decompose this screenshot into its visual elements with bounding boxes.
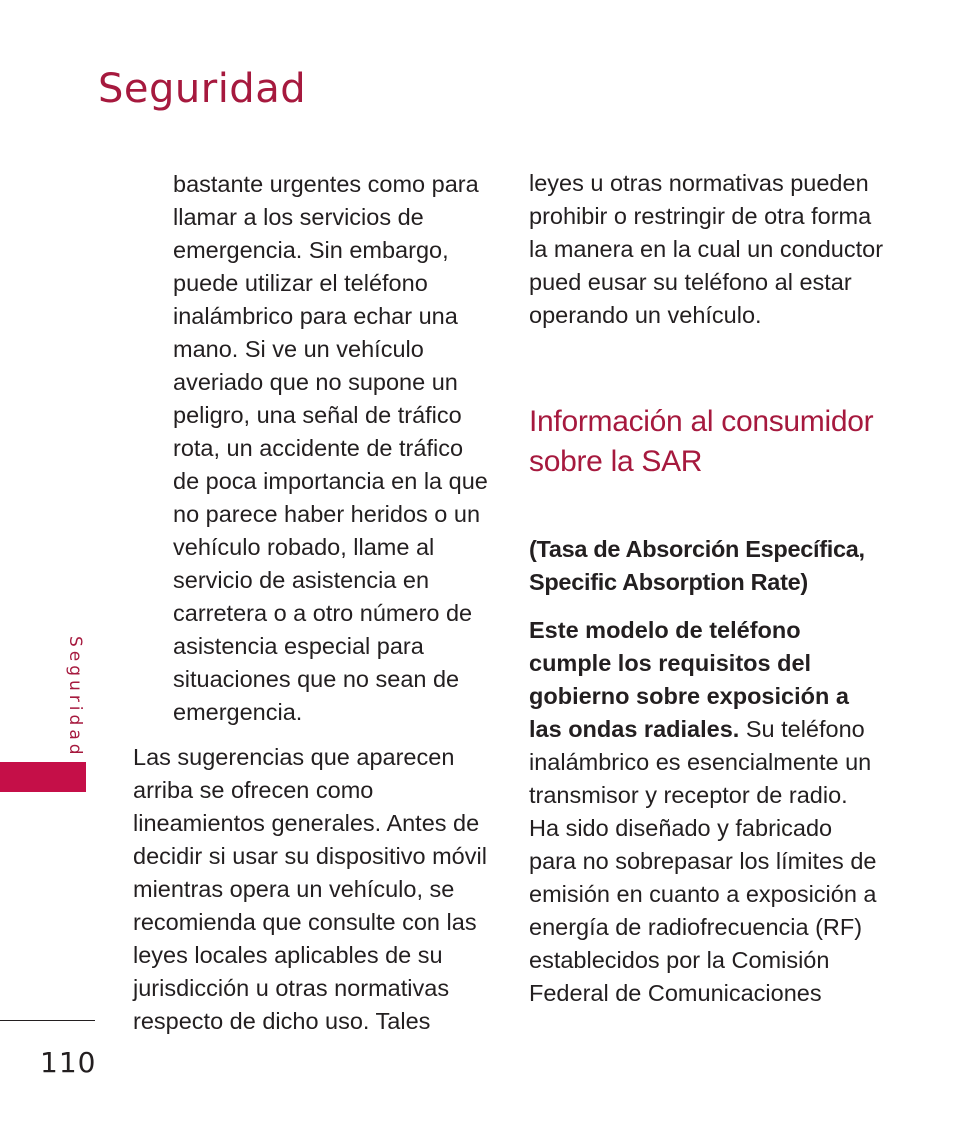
left-column [133,741,488,1038]
left-column-indented [173,168,493,729]
continuation-paragraph: leyes u otras normativas pueden prohibir o restringir de otra forma la manera en la cual un conductor pued eusar su teléfono al estar operando un vehículo. [529,170,884,328]
section-heading: Información al consumidor sobre la SAR [529,405,874,478]
body-paragraph: Las sugerencias que aparecen arriba se ofrecen como lineamientos generales. Antes de decidir si usar su dispositivo móvil mientras opera un vehículo, se recomienda que consulte con las leyes locales aplicables de su jurisdicción u otras normativas respecto de dicho uso. Tales [133,744,487,1034]
section-subheading: (Tasa de Absorción Específica, Specific Absorption Rate) [529,536,865,595]
right-column-continuation [529,167,884,332]
page-number: 110 [40,1046,97,1079]
side-section-label: Seguridad [65,636,85,759]
section-tab-marker [0,762,86,792]
page-title: Seguridad [98,66,307,112]
sar-bold-lead: Este modelo de teléfono cumple los requisitos del gobierno sobre exposición a las ondas radiales. [529,617,849,742]
indented-paragraph: bastante urgentes como para llamar a los servicios de emergencia. Sin embargo, puede utilizar el teléfono inalámbrico para echar una mano. Si ve un vehículo averiado que no supone un peligro, una señal de tráfico rota, un accidente de tráfico de poca importancia en la que no parece haber heridos o un vehículo robado, llame al servicio de asistencia en carretera o a otro número de asistencia especial para situaciones que no sean de emergencia. [173,171,488,725]
sar-body-text: Su teléfono inalámbrico es esencialmente un transmisor y receptor de radio. Ha sido diseñado y fabricado para no sobrepasar los límites de emisión en cuanto a exposición a energía de radiofrecuencia (RF) establecidos por la Comisión Federal de Comunicaciones [529,716,877,1006]
right-column-body [529,614,884,1010]
sar-paragraph [529,614,884,1010]
footer-divider [0,1020,95,1021]
